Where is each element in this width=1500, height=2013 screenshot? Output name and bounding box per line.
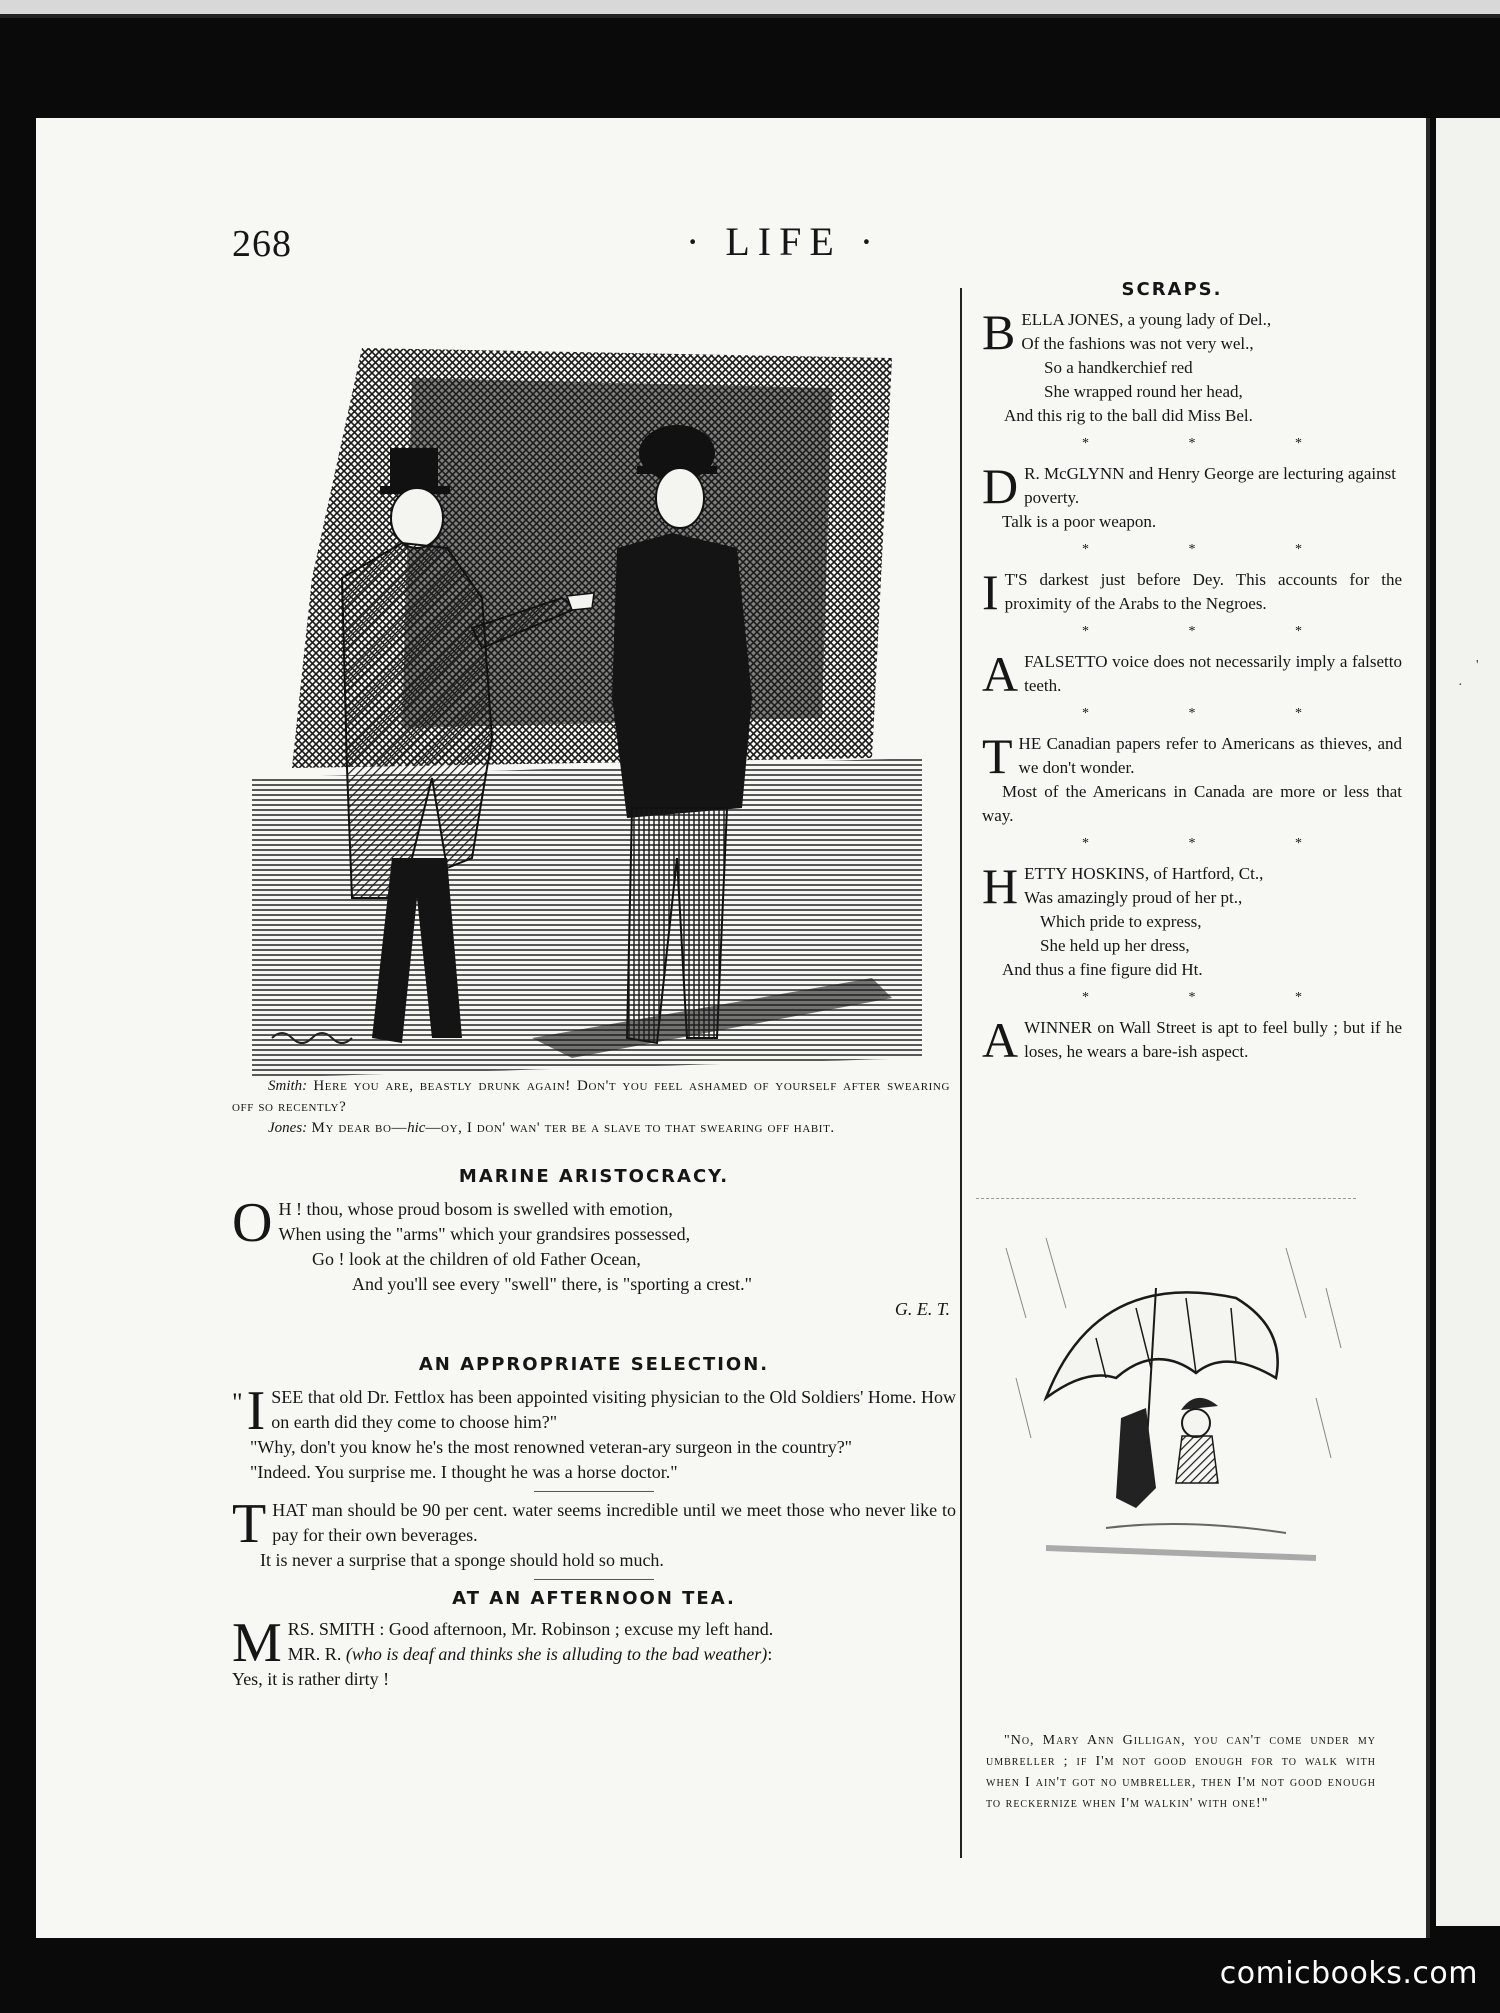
marine-signature: G. E. T. (894, 1299, 950, 1319)
page-speck: · (1458, 678, 1463, 693)
winner-text: WINNER on Wall Street is apt to feel bully ; but if he loses, he wears a bare-ish aspect. (1024, 1018, 1402, 1061)
marine-line-2: When using the "arms" which your grandsires possessed, (278, 1224, 691, 1244)
tea-headline: AT AN AFTERNOON TEA. (452, 1588, 736, 1609)
scrap-separator: * * * (1082, 436, 1350, 451)
caption-text-jones-a: My dear bo— (311, 1120, 408, 1136)
bella-line-2: Of the fashions was not very wel., (1021, 334, 1254, 353)
caption-text-jones-b: —oy, I don' wan' ter be a slave to that swearing off habit. (425, 1120, 835, 1136)
hetty-line-1: ETTY HOSKINS, of Hartford, Ct., (1024, 864, 1264, 883)
scrap-hetty (982, 858, 1402, 982)
scanner-edge (0, 0, 1500, 18)
water-drop-cap: T (232, 1493, 267, 1555)
marine-line-4: And you'll see every "swell" there, is "sporting a crest." (352, 1274, 753, 1294)
bella-line-1: ELLA JONES, a young lady of Del., (1021, 310, 1272, 329)
umbrella-caption-text: "No, Mary Ann Gilligan, you can't come under my umbreller ; if I'm not good enough for to walk with when I ain't got no umbreller, then I'm not good enough to reckernize when I'm walkin' with one!" (986, 1733, 1376, 1811)
hetty-line-3: Which pride to express, (1040, 912, 1202, 931)
canadian-drop-cap: T (982, 728, 1013, 784)
mcglynn-text-2: Talk is a poor weapon. (1002, 512, 1157, 531)
bella-drop-cap: B (982, 304, 1016, 360)
canadian-text-2: Most of the Americans in Canada are more or less that way. (982, 782, 1402, 825)
scraps-headline: SCRAPS. (1121, 279, 1223, 300)
water-para-2: It is never a surprise that a sponge should hold so much. (260, 1550, 664, 1570)
tea-aside: (who is deaf and thinks she is alluding to the bad weather) (345, 1644, 768, 1664)
caption-speaker-jones: Jones: (268, 1120, 308, 1136)
section-rule (534, 1491, 654, 1492)
site-watermark: comicbooks.com (1219, 1956, 1478, 1991)
scrap-canadian (982, 728, 1402, 828)
column-rule (976, 1198, 1356, 1200)
mcglynn-drop-cap: D (982, 458, 1019, 514)
darkest-drop-cap: I (982, 564, 999, 620)
bella-line-5: And this rig to the ball did Miss Bel. (1004, 406, 1253, 425)
selection-drop-cap: I (246, 1380, 266, 1442)
bella-line-3: So a handkerchief red (1044, 358, 1193, 377)
scrap-falsetto (982, 646, 1402, 702)
magazine-page (36, 118, 1430, 1938)
selection-para-3: "Indeed. You surprise me. I thought he was a horse doctor." (250, 1462, 678, 1482)
section-rule (534, 1579, 654, 1580)
tea-colon: : (767, 1644, 773, 1664)
caption-text-jones-hic: hic (407, 1120, 426, 1136)
scrap-separator: * * * (1082, 990, 1350, 1005)
scrap-darkest (982, 564, 1402, 620)
marine-headline: MARINE ARISTOCRACY. (458, 1166, 730, 1187)
tea-line-3: Yes, it is rather dirty ! (232, 1669, 390, 1689)
hetty-line-2: Was amazingly proud of her pt., (1024, 888, 1243, 907)
caption-text-smith: Here you are, beastly drunk again! Don't you feel ashamed of yourself after swearing off so recently? (232, 1078, 951, 1115)
darkest-text: T'S darkest just before Dey. This accounts for the proximity of the Arabs to the Negroes. (1004, 570, 1402, 613)
selection-open-quote: " (232, 1388, 243, 1417)
tea-drop-cap: M (232, 1612, 282, 1674)
scrap-separator: * * * (1082, 624, 1350, 639)
page-speck: ' (1476, 658, 1479, 673)
scrap-bella (982, 304, 1402, 428)
marine-line-1: H ! thou, whose proud bosom is swelled with emotion, (278, 1199, 673, 1219)
falsetto-text: FALSETTO voice does not necessarily imply a falsetto teeth. (1024, 652, 1402, 695)
marine-line-3: Go ! look at the children of old Father Ocean, (312, 1249, 641, 1269)
hetty-line-4: She held up her dress, (1040, 936, 1190, 955)
marine-aristocracy-poem (232, 1164, 956, 1322)
cartoon-caption (232, 1076, 950, 1139)
marine-drop-cap: O (232, 1192, 273, 1254)
tea-line-1: RS. SMITH : Good afternoon, Mr. Robinson ; excuse my left hand. (287, 1619, 774, 1639)
selection-headline: AN APPROPRIATE SELECTION. (418, 1354, 770, 1375)
caption-speaker-smith: Smith: (268, 1078, 308, 1094)
scrap-separator: * * * (1082, 836, 1350, 851)
adjacent-page-edge (1436, 118, 1500, 1926)
umbrella-cartoon (986, 1228, 1366, 1608)
bella-line-4: She wrapped round her head, (1044, 382, 1243, 401)
water-para-1: HAT man should be 90 per cent. water seems incredible until we meet those who never like to pay for their own beverages. (272, 1500, 956, 1545)
appropriate-selection-article (232, 1352, 956, 1692)
scrap-winner (982, 1012, 1402, 1068)
umbrella-cartoon-caption (986, 1730, 1376, 1814)
scrap-mcglynn (982, 458, 1402, 534)
column-divider (960, 288, 962, 1858)
falsetto-drop-cap: A (982, 646, 1019, 702)
winner-drop-cap: A (982, 1012, 1019, 1068)
scrap-separator: * * * (1082, 706, 1350, 721)
page-number: 268 (232, 223, 292, 265)
selection-para-1: SEE that old Dr. Fettlox has been appointed visiting physician to the Old Soldiers' Home. How on earth did they come to choose him?" (271, 1387, 956, 1432)
canadian-text-1: HE Canadian papers refer to Americans as thieves, and we don't wonder. (1018, 734, 1402, 777)
drunk-gentlemen-cartoon (232, 296, 932, 1180)
tea-speaker: MR. R. (287, 1644, 342, 1664)
mcglynn-text-1: R. McGLYNN and Henry George are lecturing against poverty. (1024, 464, 1396, 507)
hetty-line-5: And thus a fine figure did Ht. (1002, 960, 1203, 979)
scrap-separator: * * * (1082, 542, 1350, 557)
masthead: · LIFE · (686, 219, 882, 264)
hetty-drop-cap: H (982, 858, 1019, 914)
selection-para-2: "Why, don't you know he's the most renowned veteran-ary surgeon in the country?" (250, 1437, 853, 1457)
scraps-column (982, 278, 1402, 1068)
